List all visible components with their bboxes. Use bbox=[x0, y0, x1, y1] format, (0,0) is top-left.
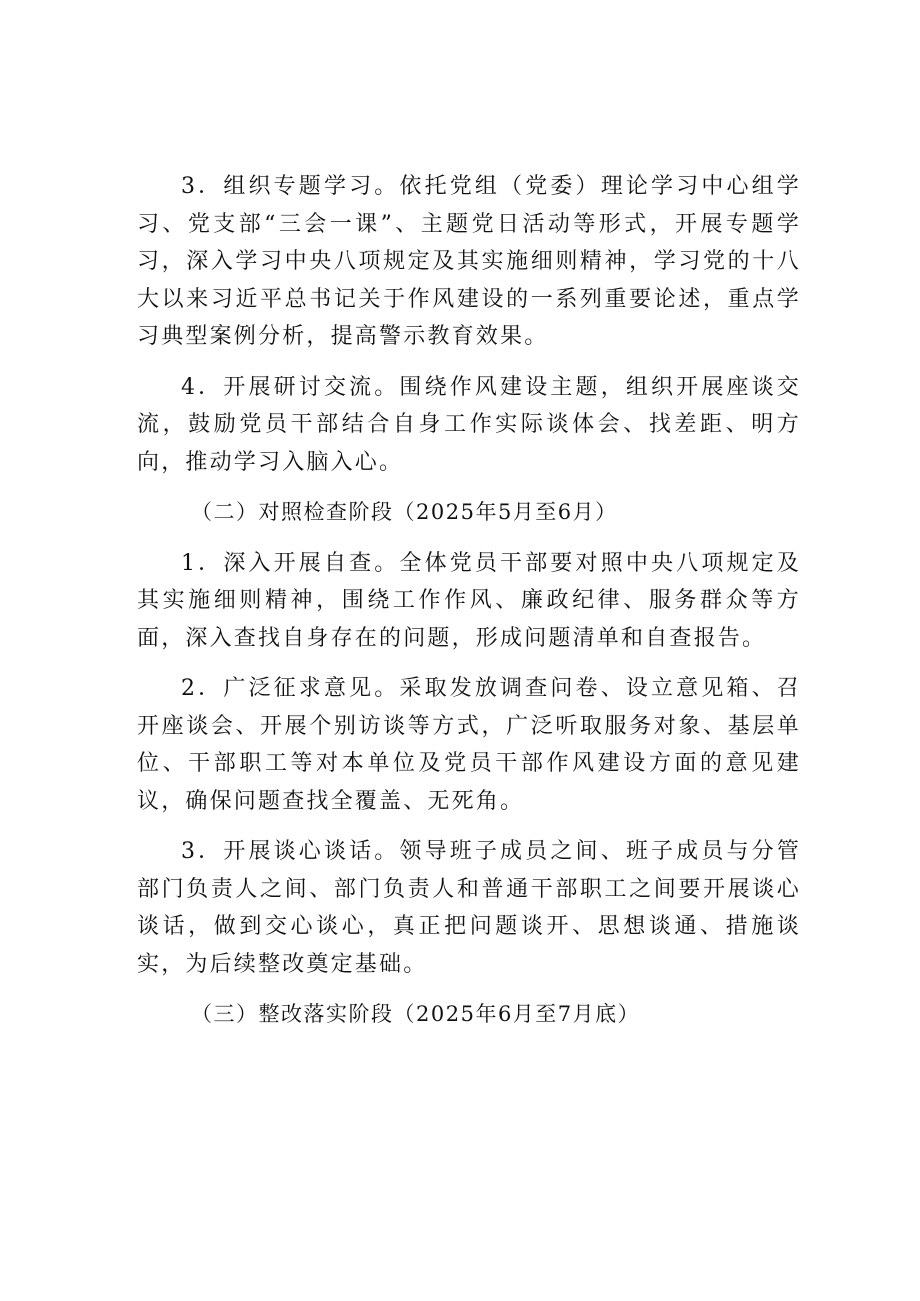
section-heading-self-inspection: （二）对照检查阶段（2025年5月至6月） bbox=[191, 500, 618, 524]
paragraph-discussion-exchange: 4．开展研讨交流。围绕作风建设主题，组织开展座谈交流，鼓励党员干部结合自身工作实际谈体会、找差距、明方向，推动学习入脑入心。 bbox=[137, 374, 801, 475]
paragraph-heart-to-heart-talks: 3．开展谈心谈话。领导班子成员之间、班子成员与分管部门负责人之间、部门负责人和普通干部职工之间要开展谈心谈话，做到交心谈心，真正把问题谈开、思想谈通、措施谈实，为后续整改奠定基础。 bbox=[137, 839, 801, 977]
paragraph-solicit-opinions: 2．广泛征求意见。采取发放调查问卷、设立意见箱、召开座谈会、开展个别访谈等方式，广泛听取服务对象、基层单位、干部职工等对本单位及党员干部作风建设方面的意见建议，确保问题查找全覆盖、无死角。 bbox=[137, 676, 801, 814]
section-heading-rectification: （三）整改落实阶段（2025年6月至7月底） bbox=[191, 1002, 641, 1026]
document-body bbox=[137, 168, 801, 1047]
paragraph-study-topics: 3．组织专题学习。依托党组（党委）理论学习中心组学习、党支部“三会一课”、主题党日活动等形式，开展专题学习，深入学习中央八项规定及其实施细则精神，学习党的十八大以来习近平总书记关于作风建设的一系列重要论述，重点学习典型案例分析，提高警示教育效果。 bbox=[137, 174, 801, 349]
paragraph-self-check: 1．深入开展自查。全体党员干部要对照中央八项规定及其实施细则精神，围绕工作作风、廉政纪律、服务群众等方面，深入查找自身存在的问题，形成问题清单和自查报告。 bbox=[137, 550, 801, 651]
